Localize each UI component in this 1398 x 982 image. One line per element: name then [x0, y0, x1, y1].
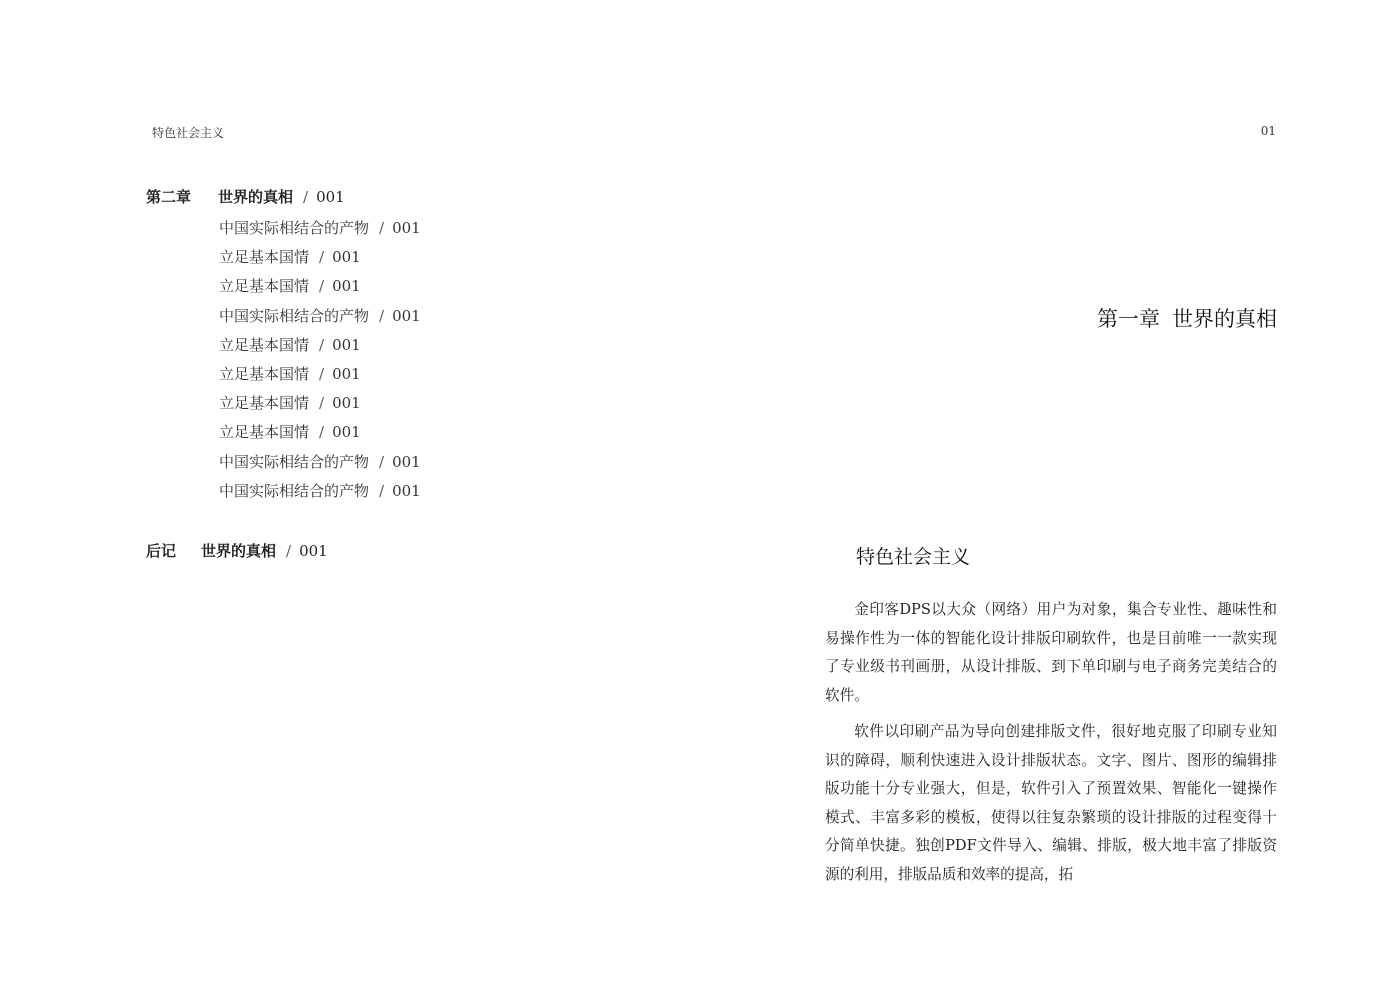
toc-page-number: 001	[299, 542, 328, 560]
toc-entry-text: 中国实际相结合的产物	[219, 306, 370, 325]
toc-page-number: 001	[392, 306, 421, 325]
toc-separator: /	[286, 542, 292, 560]
toc-entry-text: 立足基本国情	[219, 423, 310, 442]
page-number: 01	[1260, 124, 1276, 138]
toc-afterword-line[interactable]	[146, 540, 328, 561]
toc-separator: /	[319, 394, 325, 413]
toc-separator: /	[379, 306, 385, 325]
toc-entry[interactable]	[219, 420, 421, 449]
toc-separator: /	[379, 481, 385, 500]
body-paragraph: 金印客DPS以大众（网络）用户为对象，集合专业性、趣味性和易操作性为一体的智能化设计排版印刷软件，也是目前唯一一款实现了专业级书刊画册，从设计排版、到下单印刷与电子商务完美结合的软件。	[825, 601, 1277, 704]
toc-page-number: 001	[392, 481, 421, 500]
toc-entry[interactable]	[219, 479, 421, 508]
toc-entry-text: 立足基本国情	[219, 335, 310, 354]
chapter-label: 第一章	[1097, 307, 1160, 331]
body-text	[825, 596, 1277, 897]
chapter-heading	[1097, 303, 1277, 333]
toc-page-number: 001	[332, 248, 361, 267]
toc-entry[interactable]	[219, 450, 421, 479]
body-paragraph: 软件以印刷产品为导向创建排版文件，很好地克服了印刷专业知识的障碍，顺利快速进入设计排版状态。文字、图片、图形的编辑排版功能十分专业强大，但是，软件引入了预置效果、智能化一键操作模式、丰富多彩的模板，使得以往复杂繁琐的设计排版的过程变得十分简单快捷。独创PDF文件导入、编辑、排版，极大地丰富了排版资源的利用，排版品质和效率的提高，拓	[825, 723, 1277, 883]
toc-entry-text: 立足基本国情	[219, 394, 310, 413]
toc-page-number: 001	[392, 219, 421, 237]
toc-entry-text: 中国实际相结合的产物	[219, 452, 370, 471]
toc-entry[interactable]	[219, 216, 421, 245]
toc-separator: /	[379, 452, 385, 471]
toc-page-number: 001	[332, 364, 361, 383]
toc-entry-text: 立足基本国情	[219, 364, 310, 383]
toc-entry[interactable]	[219, 391, 421, 420]
toc-entry-text: 立足基本国情	[219, 277, 310, 296]
toc-page-number: 001	[332, 394, 361, 413]
toc-page-number: 001	[332, 423, 361, 442]
toc-entry[interactable]	[219, 362, 421, 391]
toc-separator: /	[303, 188, 309, 206]
toc-chapter-line[interactable]	[146, 186, 345, 207]
toc-separator: /	[379, 219, 385, 237]
toc-afterword-title: 世界的真相	[201, 542, 277, 560]
toc-entry[interactable]	[219, 304, 421, 333]
toc-entry-list	[219, 216, 421, 508]
toc-entry-text: 中国实际相结合的产物	[219, 481, 370, 500]
running-title: 特色社会主义	[152, 126, 225, 140]
toc-page-number: 001	[332, 277, 361, 296]
toc-separator: /	[319, 277, 325, 296]
toc-entry-text: 中国实际相结合的产物	[219, 219, 370, 237]
toc-chapter-label: 第二章	[146, 188, 192, 206]
toc-page-number: 001	[316, 188, 345, 206]
toc-separator: /	[319, 364, 325, 383]
toc-entry-text: 立足基本国情	[219, 248, 310, 267]
toc-entry[interactable]	[219, 274, 421, 303]
toc-page-number: 001	[392, 452, 421, 471]
toc-afterword-label: 后记	[146, 542, 177, 560]
section-heading: 特色社会主义	[856, 546, 971, 568]
toc-entry[interactable]	[219, 333, 421, 362]
chapter-title: 世界的真相	[1172, 307, 1277, 331]
toc-separator: /	[319, 423, 325, 442]
toc-page-number: 001	[332, 335, 361, 354]
toc-chapter-title: 世界的真相	[218, 188, 294, 206]
toc-entry[interactable]	[219, 245, 421, 274]
toc-separator: /	[319, 248, 325, 267]
toc-separator: /	[319, 335, 325, 354]
